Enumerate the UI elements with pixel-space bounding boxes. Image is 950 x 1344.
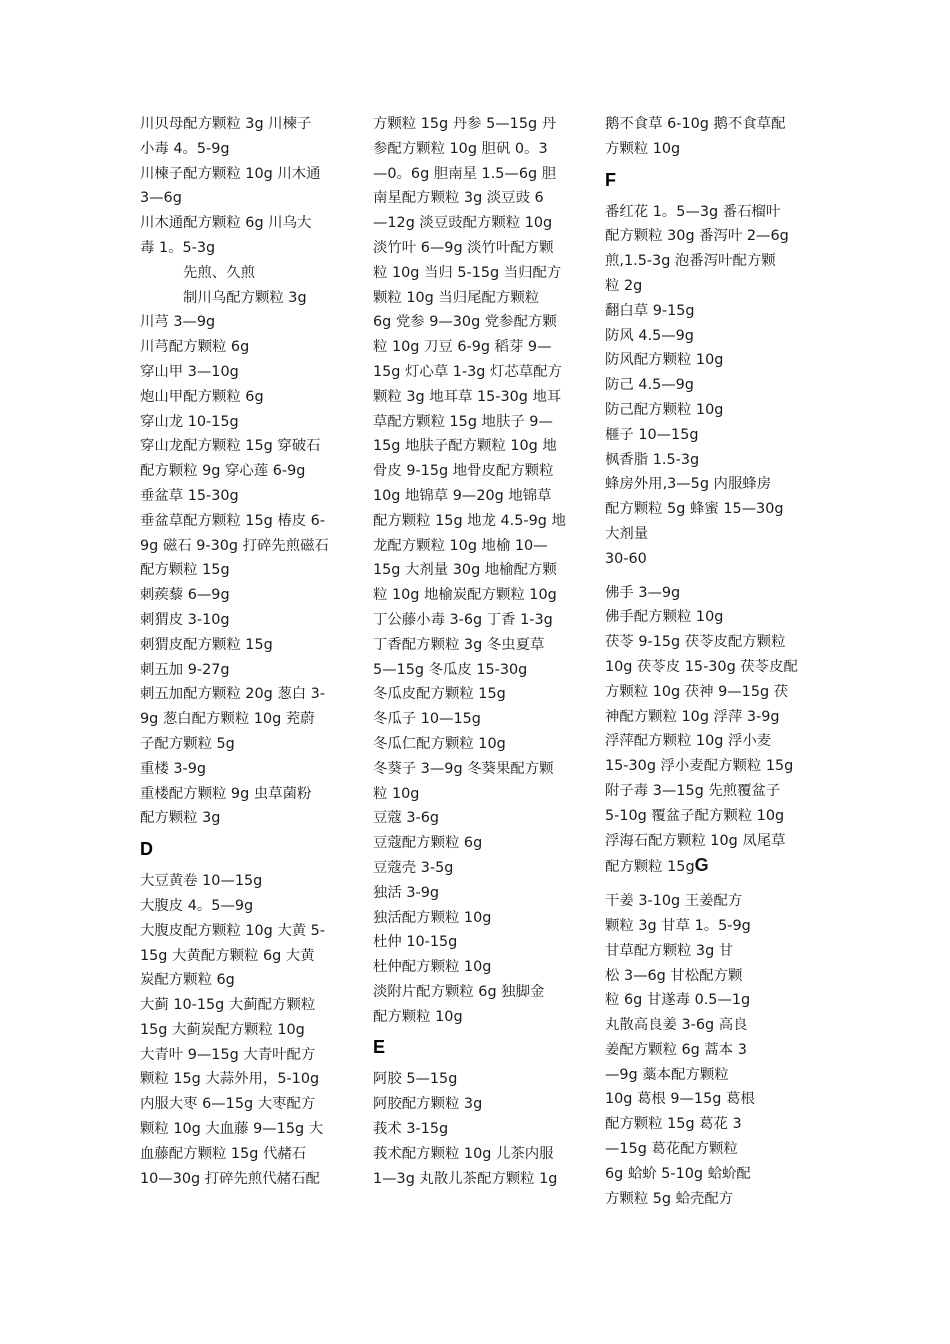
text-line: [373, 558, 588, 583]
text-line-content: 粒 10g 刀豆 6-9g 稻芽 9—: [373, 339, 552, 356]
text-line-content: 冬瓜皮配方颗粒 15g: [373, 686, 506, 703]
text-line-content: 配方颗粒 5g 蜂蜜 15—30g: [605, 501, 784, 518]
text-line-content: 粒 2g: [605, 277, 643, 294]
text-line-content: 独活配方颗粒 10g: [373, 909, 492, 926]
text-line-content: 穿山龙配方颗粒 15g 穿破石: [140, 438, 321, 455]
text-line: [373, 806, 588, 831]
text-line-content: 15g 大蓟炭配方颗粒 10g: [140, 1021, 305, 1038]
text-line: [373, 633, 588, 658]
text-line-content: 先煎、久煎: [183, 264, 255, 281]
text-line: [140, 186, 350, 211]
text-line: [140, 919, 350, 944]
text-line-content: 粒 10g 当归 5-15g 当归配方: [373, 264, 562, 281]
text-line-content: 毒 1。5-3g: [140, 239, 216, 256]
text-line: [605, 779, 820, 804]
text-line: [605, 754, 820, 779]
text-line-content: 配方颗粒 30g 番泻叶 2—6g: [605, 228, 789, 245]
text-line-content: 6g 蛤蚧 5-10g 蛤蚧配: [605, 1165, 751, 1182]
text-line: [140, 682, 350, 707]
text-line-content: 豆蔻配方颗粒 6g: [373, 835, 483, 852]
text-line-content: 草配方颗粒 15g 地肤子 9—: [373, 413, 553, 430]
text-line: [605, 1013, 820, 1038]
text-line: [373, 980, 588, 1005]
text-line-content: 大剂量: [605, 525, 649, 542]
text-line: [140, 360, 350, 385]
text-line: [140, 410, 350, 435]
text-line: [373, 955, 588, 980]
text-line-content: 防风 4.5—9g: [605, 327, 694, 344]
text-line-content: 蜂房外用,3—5g 内服蜂房: [605, 476, 772, 493]
text-line-content: 重楼配方颗粒 9g 虫草菌粉: [140, 785, 312, 802]
text-line-content: 枫香脂 1.5-3g: [605, 451, 700, 468]
text-line: [605, 1087, 820, 1112]
text-line-content: 川楝子配方颗粒 10g 川木通: [140, 165, 321, 182]
text-line: [605, 274, 820, 299]
section-heading: D: [140, 839, 153, 860]
text-line: [605, 423, 820, 448]
text-line-content: 翻白草 9-15g: [605, 302, 695, 319]
text-line-content: 5-10g 覆盆子配方颗粒 10g: [605, 807, 785, 824]
text-line-content: 6g 党参 9—30g 党参配方颗: [373, 314, 557, 331]
text-column-3: [605, 112, 820, 1211]
text-column-2: [373, 112, 588, 1191]
text-line: [605, 249, 820, 274]
text-line: [605, 889, 820, 914]
text-line: [605, 988, 820, 1013]
text-line: [140, 558, 350, 583]
text-line-content: 佛手配方颗粒 10g: [605, 609, 724, 626]
text-line-content: 川芎配方颗粒 6g: [140, 339, 250, 356]
text-line: [140, 732, 350, 757]
text-line: [140, 968, 350, 993]
text-line-content: 制川乌配方颗粒 3g: [183, 289, 307, 306]
text-line-content: 15g 大剂量 30g 地榆配方颗: [373, 562, 557, 579]
text-line: [373, 112, 588, 137]
text-line-content: 神配方颗粒 10g 浮萍 3-9g: [605, 708, 780, 725]
text-line: [605, 348, 820, 373]
text-line-content: 姜配方颗粒 6g 蒿本 3: [605, 1041, 747, 1058]
text-line-content: 颗粒 3g 地耳草 15-30g 地耳: [373, 388, 562, 405]
text-line-content: 穿山龙 10-15g: [140, 413, 239, 430]
text-line-content: 骨皮 9-15g 地骨皮配方颗粒: [373, 463, 554, 480]
text-line: [605, 299, 820, 324]
text-line: [373, 1005, 588, 1030]
text-line-content: 丸散高良姜 3-6g 高良: [605, 1017, 748, 1034]
text-line: [373, 211, 588, 236]
text-line-content: 3—6g: [140, 190, 182, 207]
text-line-content: 防风配方颗粒 10g: [605, 352, 724, 369]
text-line: [140, 806, 350, 831]
text-line: [605, 224, 820, 249]
text-line-content: 大腹皮 4。5—9g: [140, 897, 254, 914]
text-line: [140, 310, 350, 335]
text-line: [373, 335, 588, 360]
text-line: [373, 137, 588, 162]
text-line: [373, 410, 588, 435]
text-line: [605, 373, 820, 398]
text-line: [605, 680, 820, 705]
text-line-content: 防己 4.5—9g: [605, 377, 694, 394]
text-line-content: 附子毒 3—15g 先煎覆盆子: [605, 782, 781, 799]
text-line: [140, 236, 350, 261]
text-line-content: 豆蔻 3-6g: [373, 810, 439, 827]
text-line: [373, 757, 588, 782]
text-line-content: 煎,1.5-3g 泡番泻叶配方颗: [605, 253, 776, 270]
text-line-content: 参配方颗粒 10g 胆矾 0。3: [373, 140, 548, 157]
text-line-content: 大豆黄卷 10—15g: [140, 873, 263, 890]
text-line: [605, 964, 820, 989]
text-line: [605, 1187, 820, 1212]
text-line: [140, 757, 350, 782]
text-line: [605, 853, 820, 880]
text-line: [605, 200, 820, 225]
text-line: [605, 547, 820, 572]
text-line-content: 杜仲配方颗粒 10g: [373, 959, 492, 976]
text-line: [140, 944, 350, 969]
text-line-content: 冬葵子 3—9g 冬葵果配方颗: [373, 760, 554, 777]
text-line-content: 15g 地肤子配方颗粒 10g 地: [373, 438, 557, 455]
text-line-content: 干姜 3-10g 王姜配方: [605, 893, 743, 910]
text-line: [373, 782, 588, 807]
text-line: [140, 782, 350, 807]
text-line: [373, 360, 588, 385]
text-line-content: 粒 6g 甘遂毒 0.5—1g: [605, 992, 751, 1009]
text-line: [373, 1067, 588, 1092]
text-line: [605, 398, 820, 423]
text-line-content: 颗粒 3g 甘草 1。5-9g: [605, 917, 751, 934]
text-line-content: 垂盆草配方颗粒 15g 椿皮 6-: [140, 512, 326, 529]
text-line-content: 粒 10g 地榆炭配方颗粒 10g: [373, 587, 557, 604]
text-line-content: —12g 淡豆豉配方颗粒 10g: [373, 215, 553, 232]
text-line-content: 大蓟 10-15g 大蓟配方颗粒: [140, 997, 316, 1014]
section-heading-inline: G: [694, 855, 709, 876]
text-line-content: 淡附片配方颗粒 6g 独脚金: [373, 983, 545, 1000]
text-line: [373, 310, 588, 335]
text-line: [373, 732, 588, 757]
text-line-content: 15g 大黄配方颗粒 6g 大黄: [140, 947, 315, 964]
text-line-content: 颗粒 10g 大血藤 9—15g 大: [140, 1121, 324, 1138]
text-line: [373, 286, 588, 311]
text-line-content: 茯苓 9-15g 茯苓皮配方颗粒: [605, 634, 786, 651]
text-line-content: 冬瓜仁配方颗粒 10g: [373, 735, 506, 752]
text-line: [140, 211, 350, 236]
text-line: [605, 1038, 820, 1063]
text-line-content: 莪术配方颗粒 10g 儿茶内服: [373, 1145, 554, 1162]
text-line: [140, 385, 350, 410]
text-line-content: 穿山甲 3—10g: [140, 363, 239, 380]
text-line: [605, 804, 820, 829]
text-line: [373, 534, 588, 559]
text-line-content: 方颗粒 15g 丹参 5—15g 丹: [373, 116, 557, 132]
text-line: [605, 939, 820, 964]
text-line-content: 15g 灯心草 1-3g 灯芯草配方: [373, 363, 562, 380]
text-line-content: 配方颗粒 3g: [140, 810, 221, 827]
text-line-content: 冬瓜子 10—15g: [373, 711, 481, 728]
text-line: [140, 633, 350, 658]
text-line-content: 颗粒 10g 当归尾配方颗粒: [373, 289, 540, 306]
text-line: [373, 707, 588, 732]
section-heading: F: [605, 169, 616, 190]
text-line-content: 刺猬皮配方颗粒 15g: [140, 636, 273, 653]
text-line-content: —9g 藁本配方颗粒: [605, 1066, 729, 1083]
text-line: [140, 1142, 350, 1167]
text-line-content: 15-30g 浮小麦配方颗粒 15g: [605, 758, 794, 775]
text-line-content: 川贝母配方颗粒 3g 川楝子: [140, 116, 312, 132]
text-line: [605, 522, 820, 547]
text-line-content: 小毒 4。5-9g: [140, 140, 230, 157]
text-line: [605, 705, 820, 730]
text-line: [140, 894, 350, 919]
text-line-content: —15g 葛花配方颗粒: [605, 1141, 738, 1158]
text-line: [373, 906, 588, 931]
text-line: [605, 729, 820, 754]
text-column-1: [140, 112, 350, 1191]
text-line-content: 刺五加 9-27g: [140, 661, 230, 678]
text-line: [140, 162, 350, 187]
text-line: [140, 1117, 350, 1142]
text-line-content: 10g 地锦草 9—20g 地锦草: [373, 487, 552, 504]
text-line: [373, 434, 588, 459]
text-line-content: —0。6g 胆南星 1.5—6g 胆: [373, 165, 557, 182]
text-line: [373, 608, 588, 633]
text-line: [373, 831, 588, 856]
text-line-content: 重楼 3-9g: [140, 760, 206, 777]
text-line: [373, 459, 588, 484]
text-line-content: 配方颗粒 15g 葛花 3: [605, 1116, 742, 1133]
text-line: [140, 658, 350, 683]
text-line: [605, 1112, 820, 1137]
text-line-content: 浮海石配方颗粒 10g 凤尾草: [605, 832, 786, 849]
text-line: [140, 1067, 350, 1092]
text-line: [373, 856, 588, 881]
text-line: [373, 583, 588, 608]
text-line: [373, 236, 588, 261]
text-line-content: 独活 3-9g: [373, 884, 439, 901]
text-line-content: 配方颗粒 15g: [140, 562, 230, 579]
text-line: [140, 869, 350, 894]
text-line-content: 10—30g 打碎先煎代赭石配: [140, 1170, 320, 1187]
text-line: [140, 509, 350, 534]
text-line: [373, 484, 588, 509]
text-line: [140, 1167, 350, 1192]
text-line-content: 炭配方颗粒 6g: [140, 972, 235, 989]
section-heading: E: [373, 1037, 386, 1058]
text-line: [140, 1092, 350, 1117]
text-line-content: 配方颗粒 10g: [373, 1008, 463, 1025]
text-line: [140, 993, 350, 1018]
text-line-content: 内服大枣 6—15g 大枣配方: [140, 1096, 316, 1113]
text-line-content: 5—15g 冬瓜皮 15-30g: [373, 661, 528, 678]
text-line: [140, 534, 350, 559]
text-line-content: 佛手 3—9g: [605, 584, 681, 601]
text-line-content: 浮萍配方颗粒 10g 浮小麦: [605, 733, 772, 750]
text-line: [373, 682, 588, 707]
text-line-content: 30-60: [605, 550, 647, 567]
text-line-content: 杜仲 10-15g: [373, 934, 458, 951]
text-line-content: 龙配方颗粒 10g 地榆 10—: [373, 537, 548, 554]
text-line: [373, 186, 588, 211]
text-line-content: 方颗粒 5g 蛤壳配方: [605, 1190, 734, 1207]
text-line: [373, 1117, 588, 1142]
text-line: [140, 434, 350, 459]
text-line: [140, 1018, 350, 1043]
text-line-content: 刺猬皮 3-10g: [140, 611, 230, 628]
text-line-content: 10g 茯苓皮 15-30g 茯苓皮配: [605, 658, 798, 675]
text-line: [605, 497, 820, 522]
text-line: [605, 137, 820, 162]
text-line-content: 番红花 1。5—3g 番石榴叶: [605, 203, 781, 220]
text-line: [373, 1092, 588, 1117]
text-line: [373, 385, 588, 410]
text-line: [605, 605, 820, 630]
text-line: [605, 1137, 820, 1162]
text-line-content: 丁香配方颗粒 3g 冬虫夏草: [373, 636, 545, 653]
text-line-content: 10g 葛根 9—15g 葛根: [605, 1091, 755, 1108]
text-line-content: 豆蔻壳 3-5g: [373, 859, 454, 876]
text-line-content: 丁公藤小毒 3-6g 丁香 1-3g: [373, 611, 553, 628]
text-line: [373, 930, 588, 955]
text-line: [605, 472, 820, 497]
text-line: [140, 335, 350, 360]
text-line: [605, 1063, 820, 1088]
text-line-content: 川木通配方颗粒 6g 川乌大: [140, 215, 312, 232]
text-line-content: 配方颗粒 15g 地龙 4.5-9g 地: [373, 512, 566, 529]
text-line-content: 9g 葱白配方颗粒 10g 茺蔚: [140, 711, 315, 728]
text-line-content: 配方颗粒 9g 穿心莲 6-9g: [140, 463, 306, 480]
text-line: [140, 707, 350, 732]
text-line-content: 莪术 3-15g: [373, 1121, 449, 1138]
text-line: [373, 658, 588, 683]
text-line: [605, 655, 820, 680]
text-line-content: 大腹皮配方颗粒 10g 大黄 5-: [140, 922, 326, 939]
text-line-content: 1—3g 丸散儿茶配方颗粒 1g: [373, 1170, 558, 1187]
text-line-content: 刺蒺藜 6—9g: [140, 587, 230, 604]
text-line-content: 刺五加配方颗粒 20g 葱白 3-: [140, 686, 326, 703]
text-line-content: 炮山甲配方颗粒 6g: [140, 388, 264, 405]
text-line: [140, 261, 350, 286]
text-line: [373, 261, 588, 286]
text-line-content: 9g 磁石 9-30g 打碎先煎磁石: [140, 537, 329, 554]
text-line-content: 榧子 10—15g: [605, 426, 699, 443]
text-line: [605, 914, 820, 939]
text-line-content: 防己配方颗粒 10g: [605, 401, 724, 418]
text-line: [373, 162, 588, 187]
text-line: [373, 509, 588, 534]
text-line-content: 方颗粒 10g: [605, 140, 681, 157]
text-line-content: 垂盆草 15-30g: [140, 487, 239, 504]
text-line-content: 淡竹叶 6—9g 淡竹叶配方颗: [373, 239, 554, 256]
text-line-content: 方颗粒 10g 茯神 9—15g 茯: [605, 683, 789, 700]
text-line-content: 大青叶 9—15g 大青叶配方: [140, 1046, 316, 1063]
text-line: [140, 484, 350, 509]
text-line-content: 血藤配方颗粒 15g 代赭石: [140, 1145, 307, 1162]
text-line: [373, 1142, 588, 1167]
text-line-content: 阿胶 5—15g: [373, 1071, 458, 1088]
text-line: [605, 324, 820, 349]
text-line: [140, 137, 350, 162]
text-line: [140, 1043, 350, 1068]
text-line-content: 川芎 3—9g: [140, 314, 216, 331]
text-line-content: 子配方颗粒 5g: [140, 735, 235, 752]
text-line: [140, 286, 350, 311]
text-line: [140, 583, 350, 608]
text-line-content: 鹅不食草 6-10g 鹅不食草配: [605, 116, 786, 132]
text-line: [140, 112, 350, 137]
text-line-content: 南星配方颗粒 3g 淡豆豉 6: [373, 190, 544, 207]
text-line-content: 配方颗粒 15g: [605, 859, 695, 876]
text-line: [605, 829, 820, 854]
text-line-content: 阿胶配方颗粒 3g: [373, 1096, 483, 1113]
text-line: [605, 448, 820, 473]
text-line: [373, 881, 588, 906]
text-line: [605, 1162, 820, 1187]
text-line: [605, 112, 820, 137]
text-line-content: 颗粒 15g 大蒜外用，5-10g: [140, 1071, 320, 1088]
text-line-content: 粒 10g: [373, 785, 420, 802]
text-line-content: 松 3—6g 甘松配方颗: [605, 967, 743, 984]
text-line: [605, 581, 820, 606]
text-line: [140, 608, 350, 633]
text-line: [140, 459, 350, 484]
text-line: [605, 630, 820, 655]
text-line: [373, 1167, 588, 1192]
text-line-content: 甘草配方颗粒 3g 甘: [605, 942, 734, 959]
